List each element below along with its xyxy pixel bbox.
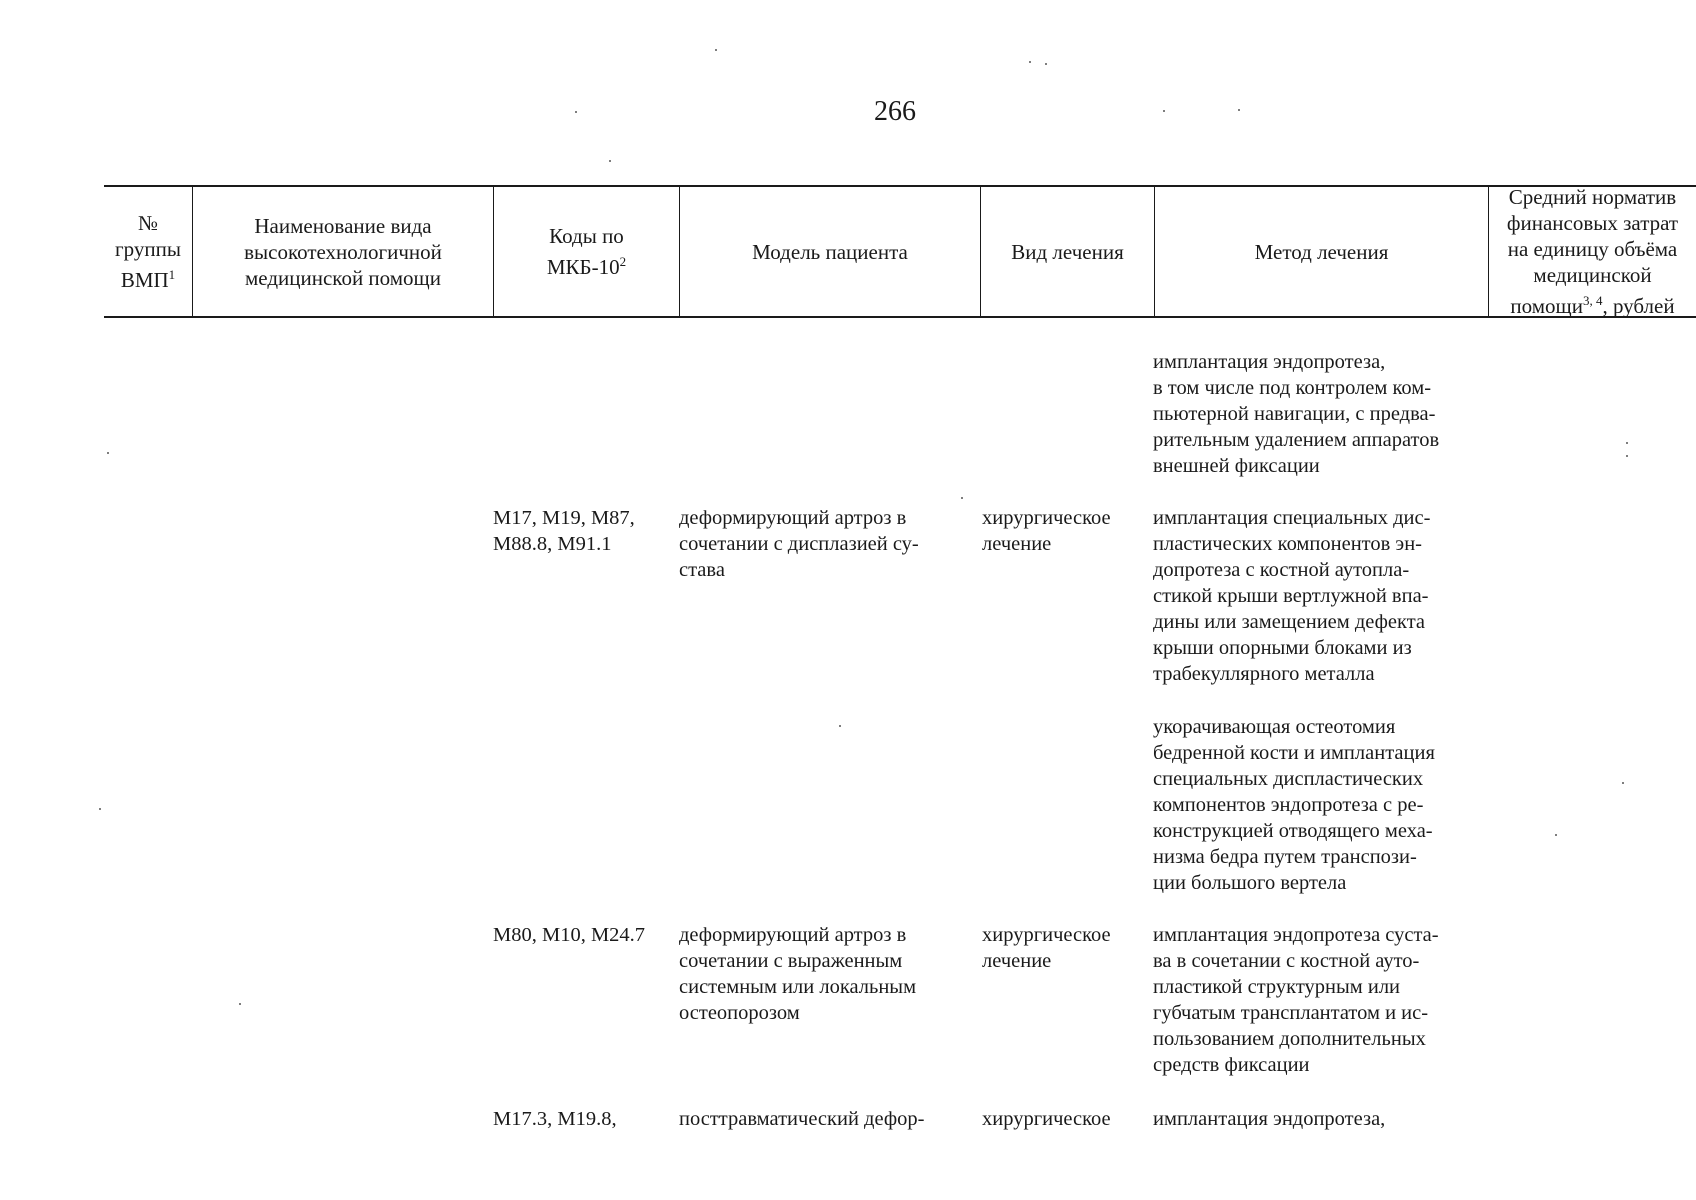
treatment-type-cell: хирургическое лечение [982, 924, 1111, 972]
patient-model-cell: деформирующий артроз в сочетании с выраженным системным или локальным остеопорозом [679, 924, 917, 1024]
scan-speck [575, 111, 577, 113]
treatment-type-cell: хирургическое [982, 1108, 1111, 1130]
scan-speck [1622, 782, 1624, 784]
treatment-method-cell: имплантация эндопротеза суста- ва в сочетании с костной ауто- пластикой структурным или губчатым трансплантатом и ис- пользованием дополнительных средств фиксации [1153, 924, 1439, 1076]
scan-speck [1238, 109, 1240, 111]
icd-codes-cell: M17, M19, M87, M88.8, M91.1 [493, 507, 635, 555]
header-group-number: № группы ВМП$^1$ [115, 211, 181, 292]
table-header [104, 185, 1696, 318]
treatment-method-cell: имплантация специальных дис- пластических компонентов эн- допротеза с костной аутопла- стикой крыши вертлужной впа- дины или замещением дефекта крыши опорными блоками из трабекуллярного металла [1153, 507, 1431, 685]
scan-speck [1555, 834, 1557, 836]
header-icd-codes: Коды по МКБ-$10^2$ [493, 187, 679, 316]
icd-codes-cell: M80, M10, M24.7 [493, 924, 646, 946]
icd-codes-cell: M17.3, M19.8, [493, 1108, 617, 1130]
page-number: 266 [874, 96, 916, 127]
treatment-method-cell: имплантация эндопротеза, [1153, 1108, 1386, 1130]
scan-speck [609, 160, 611, 162]
treatment-method-cell: укорачивающая остеотомия бедренной кости и имплантация специальных диспластических компонентов эндопротеза с ре- конструкцией отводящего меха- низма бедра путем транспози- ции большого вертела [1153, 716, 1435, 894]
header-treatment-method: Метод лечения [1154, 187, 1488, 316]
header-care-name: Наименование вида высокотехнологичной медицинской помощи [192, 187, 493, 316]
scan-speck [99, 808, 101, 810]
scan-speck [1163, 110, 1165, 112]
header-patient-model: Модель пациента [679, 187, 980, 316]
patient-model-cell: деформирующий артроз в сочетании с дисплазией су- става [679, 507, 919, 581]
header-treatment-type: Вид лечения [980, 187, 1154, 316]
treatment-method-cell: имплантация эндопротеза, в том числе под контролем ком- пьютерной навигации, с предва- рительным удалением аппаратов внешней фиксации [1153, 351, 1440, 477]
scan-speck [961, 497, 963, 499]
scan-speck [107, 452, 109, 454]
patient-model-cell: посттравматический дефор- [679, 1108, 925, 1130]
scan-speck [1029, 61, 1031, 63]
scan-speck [1626, 455, 1628, 457]
scan-speck [1045, 63, 1047, 65]
scan-speck [1626, 442, 1628, 444]
header-cost-standard: Средний норматив финансовых затрат на единицу объёма медицинской помощи$^{3, 4}$, рублей [1488, 187, 1696, 316]
scan-speck [239, 1003, 241, 1005]
scan-speck [715, 49, 717, 51]
scan-speck [839, 725, 841, 727]
treatment-type-cell: хирургическое лечение [982, 507, 1111, 555]
